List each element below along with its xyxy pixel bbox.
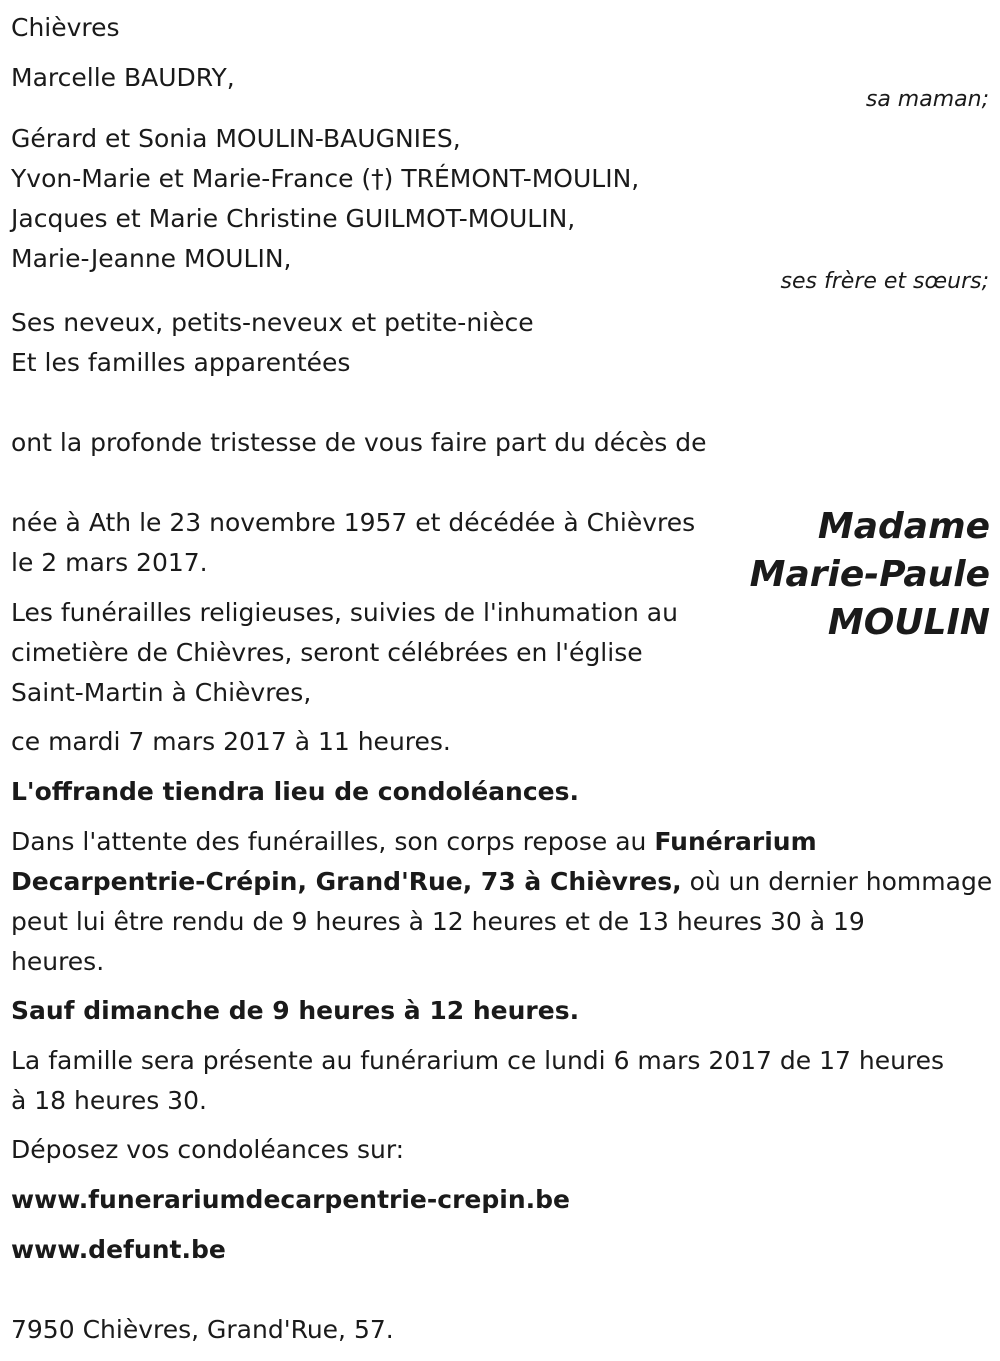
- family-presence-line-2: à 18 heures 30.: [11, 1086, 207, 1115]
- funerarium-website-link[interactable]: www.funerariumdecarpentrie-crepin.be: [11, 1185, 570, 1214]
- relatives-line-1: Ses neveux, petits-neveux et petite-nièce: [11, 308, 534, 337]
- offering-notice: L'offrande tiendra lieu de condoléances.: [11, 777, 579, 806]
- funerarium-name: Funérarium: [654, 827, 817, 856]
- birth-death-line-1: née à Ath le 23 novembre 1957 et décédée à Chièvres: [11, 508, 696, 537]
- defunt-website-link[interactable]: www.defunt.be: [11, 1235, 226, 1264]
- deceased-name-block: [750, 503, 990, 647]
- deceased-title: Madame: [817, 506, 990, 547]
- viewing-prefix: Dans l'attente des funérailles, son corps repose au: [11, 827, 655, 856]
- family-presence-line-1: La famille sera présente au funérarium ce lundi 6 mars 2017 de 17 heures: [11, 1046, 945, 1075]
- funeral-date: ce mardi 7 mars 2017 à 11 heures.: [11, 727, 451, 756]
- sibling-2: Yvon-Marie et Marie-France (†) TRÉMONT-MOULIN,: [11, 164, 640, 193]
- sunday-notice: Sauf dimanche de 9 heures à 12 heures.: [11, 996, 580, 1025]
- viewing-line-4: heures.: [11, 947, 105, 976]
- funeral-line-3: Saint-Martin à Chièvres,: [11, 678, 312, 707]
- location-header: Chièvres: [11, 13, 120, 42]
- announcement: ont la profonde tristesse de vous faire part du décès de: [11, 428, 707, 457]
- deceased-last-name: MOULIN: [827, 602, 990, 643]
- mother-relation: sa maman;: [865, 87, 989, 112]
- funeral-line-2: cimetière de Chièvres, seront célébrées en l'église: [11, 638, 643, 667]
- condolences-label: Déposez vos condoléances sur:: [11, 1135, 405, 1164]
- funerarium-address: Decarpentrie-Crépin, Grand'Rue, 73 à Chièvres,: [11, 867, 682, 896]
- viewing-line-2: [11, 869, 992, 894]
- address: 7950 Chièvres, Grand'Rue, 57.: [11, 1315, 394, 1344]
- deceased-first-name: Marie-Paule: [749, 554, 990, 595]
- relatives-line-2: Et les familles apparentées: [11, 348, 351, 377]
- mother-name: Marcelle BAUDRY,: [11, 63, 235, 92]
- sibling-4: Marie-Jeanne MOULIN,: [11, 244, 292, 273]
- viewing-line-1: [11, 829, 817, 854]
- viewing-line-3: peut lui être rendu de 9 heures à 12 heures et de 13 heures 30 à 19: [11, 907, 865, 936]
- viewing-rest: où un dernier hommage: [681, 867, 993, 896]
- sibling-3: Jacques et Marie Christine GUILMOT-MOULIN,: [11, 204, 576, 233]
- sibling-1: Gérard et Sonia MOULIN-BAUGNIES,: [11, 124, 461, 153]
- siblings-relation: ses frère et sœurs;: [780, 269, 989, 294]
- funeral-line-1: Les funérailles religieuses, suivies de l'inhumation au: [11, 598, 678, 627]
- birth-death-line-2: le 2 mars 2017.: [11, 548, 208, 577]
